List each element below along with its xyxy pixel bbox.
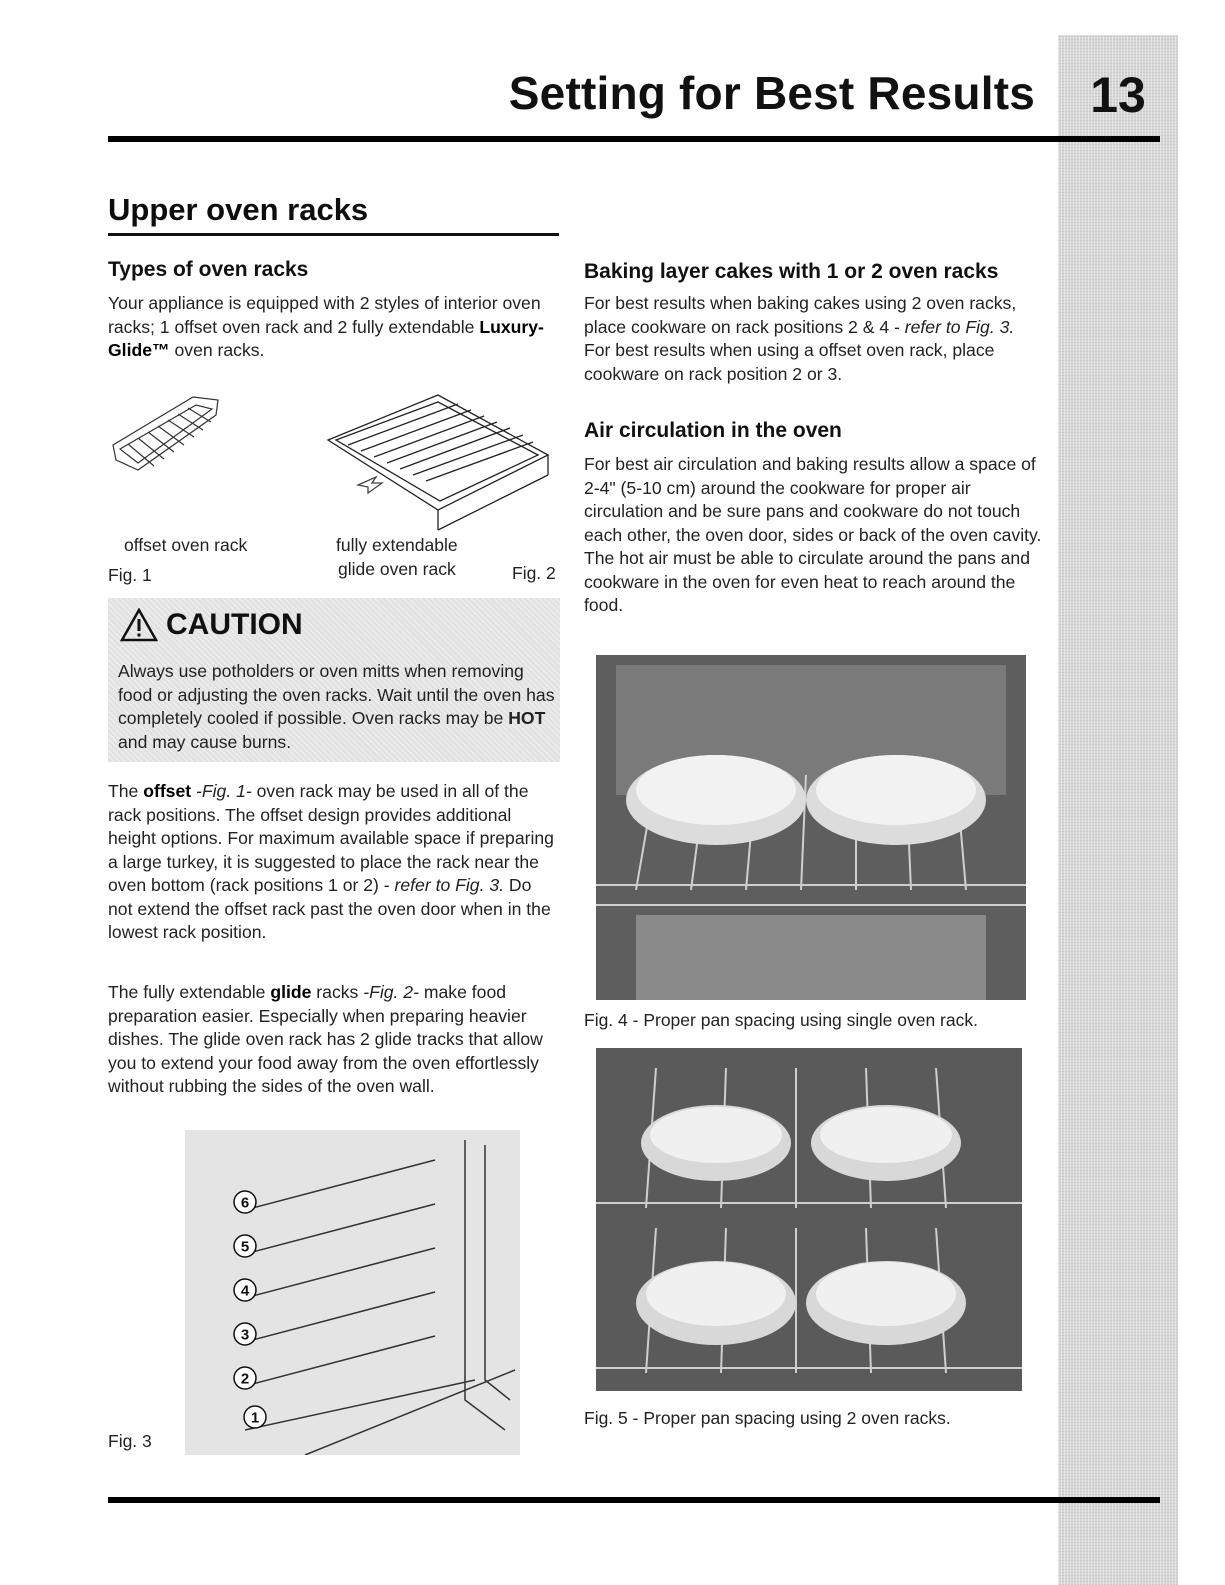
side-tab-strip: [1058, 35, 1178, 1585]
page-title: Setting for Best Results: [508, 67, 1035, 119]
fig5-caption: Fig. 5 - Proper pan spacing using 2 oven racks.: [584, 1408, 951, 1428]
glide-paragraph: The fully extendable glide racks -Fig. 2- make food preparation easier. Especially when preparing heavier dishes. The glide oven rack has 2 glide tracks that allow you to extend your food away from the oven effortlessly without rubbing the sides of the oven wall.: [108, 982, 543, 1096]
baking-heading: Baking layer cakes with 1 or 2 oven racks: [584, 260, 999, 283]
page-number: 13: [1090, 67, 1146, 123]
offset-paragraph: The offset -Fig. 1- oven rack may be used in all of the rack positions. The offset design provides additional height options. For maximum available space if preparing a large turkey, it is suggested to place the rack near the oven bottom (rack positions 1 or 2) - refer to Fig. 3. Do not extend the offset rack past the oven door when in the lowest rack position.: [108, 781, 554, 942]
rack-position-4: 4: [240, 1282, 250, 1300]
warning-triangle-icon: [120, 608, 158, 642]
air-paragraph: For best air circulation and baking results allow a space of 2-4" (5-10 cm) around the cookware for proper air circulation and be sure pans and cookware do not touch each other, the oven door, sides or back of the oven cavity. The hot air must be able to circulate around the pans and cookware in the oven for even heat to reach around the food.: [584, 454, 1042, 615]
baking-paragraph: For best results when baking cakes using 2 oven racks, place cookware on rack positions 2 & 4 - refer to Fig. 3. For best results when using a offset oven rack, place cookware on rack position 2 or 3.: [584, 293, 1017, 384]
rack-position-6: 6: [240, 1194, 250, 1212]
rack-position-5: 5: [240, 1238, 250, 1256]
section-title: Upper oven racks: [108, 192, 369, 227]
fig1-label: offset oven rack: [124, 535, 248, 555]
rack-position-3: 3: [240, 1326, 250, 1344]
types-paragraph: Your appliance is equipped with 2 styles of interior oven racks; 1 offset oven rack and 2 fully extendable Luxury-Glide™ oven racks.: [108, 293, 544, 360]
fig2-label-line2: glide oven rack: [338, 559, 456, 579]
fig4-photo: [596, 655, 1026, 1000]
offset-rack-illustration: [113, 397, 218, 470]
air-heading: Air circulation in the oven: [584, 419, 842, 442]
rack-position-2: 2: [240, 1370, 250, 1388]
types-heading: Types of oven racks: [108, 258, 309, 281]
fig3-caption: Fig. 3: [108, 1431, 152, 1451]
caution-text: Always use potholders or oven mitts when removing food or adjusting the oven racks. Wait until the oven has completely cooled if possible. Oven racks may be HOT and may cause burns.: [118, 661, 555, 752]
footer-rule: [108, 1497, 1160, 1503]
rack-illustrations: [108, 385, 560, 540]
fig2-label-line1: fully extendable: [336, 535, 458, 555]
caution-heading: [120, 608, 303, 642]
fig5-photo: [596, 1048, 1022, 1391]
fig4-caption: Fig. 4 - Proper pan spacing using single oven rack.: [584, 1010, 978, 1030]
header-rule: [108, 136, 1160, 142]
glide-rack-illustration: [328, 395, 548, 530]
fig2-caption: Fig. 2: [512, 563, 556, 583]
rack-positions-illustration: [185, 1130, 520, 1455]
rack-position-1: 1: [250, 1409, 260, 1427]
section-rule: [108, 233, 559, 236]
caution-title: CAUTION: [166, 608, 303, 641]
fig1-caption: Fig. 1: [108, 565, 152, 585]
